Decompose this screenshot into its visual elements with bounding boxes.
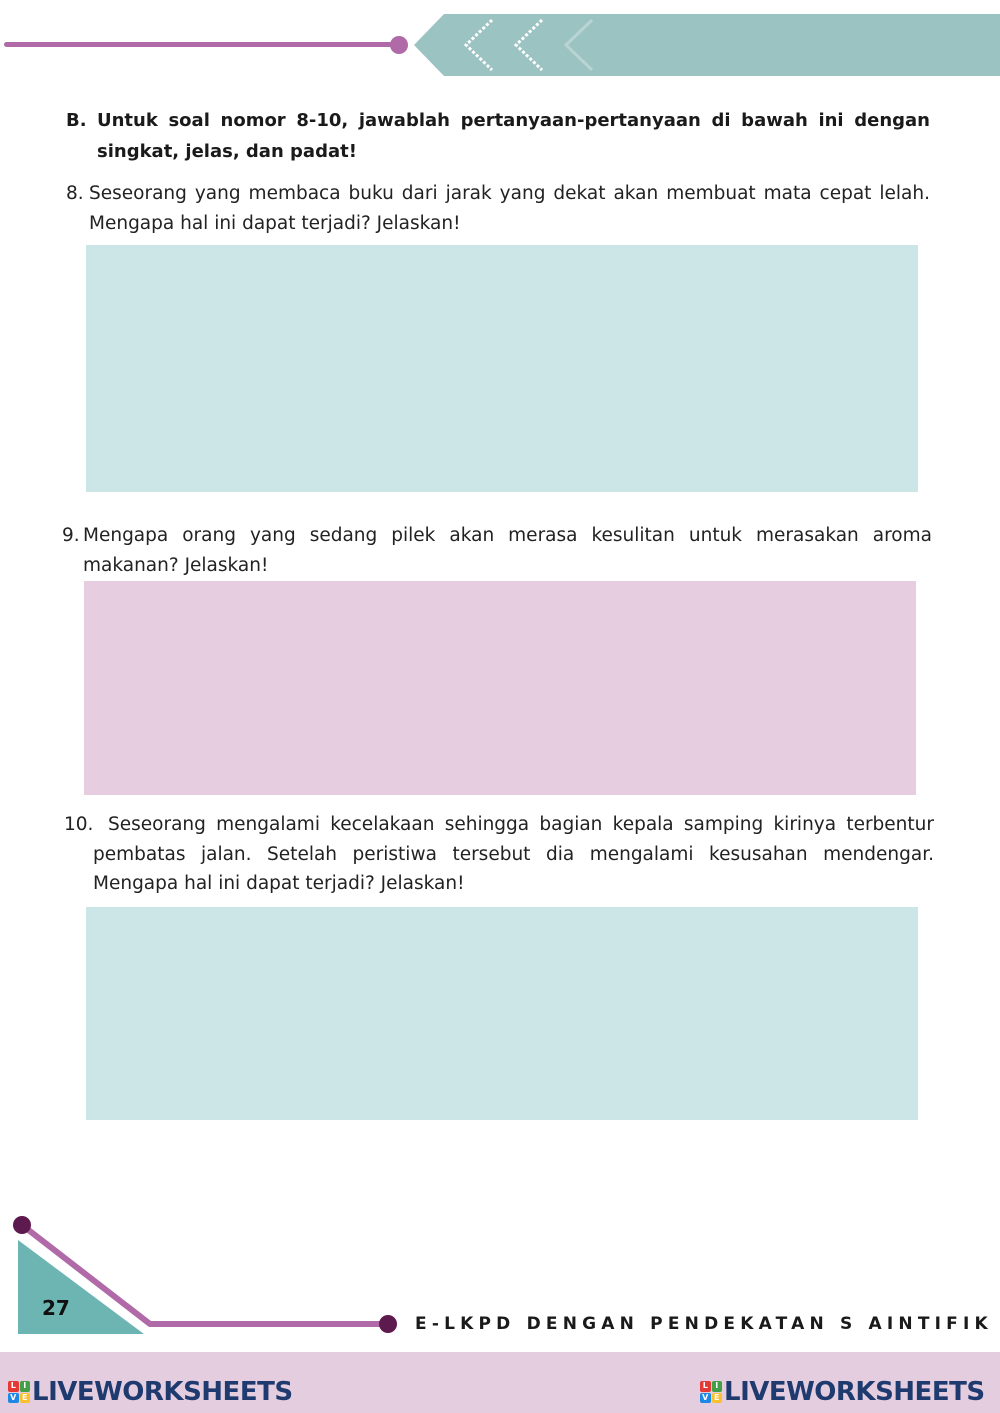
header-divider-line — [4, 42, 400, 47]
answer-box-9[interactable] — [84, 581, 916, 795]
question-9 — [62, 521, 932, 580]
section-label: B. — [66, 110, 87, 131]
question-10 — [64, 810, 934, 899]
brand-left[interactable] — [8, 1376, 293, 1408]
liveworksheets-logo-icon: L I V E — [8, 1381, 30, 1403]
answer-box-8[interactable] — [86, 245, 918, 492]
brand-text: LIVEWORKSHEETS — [724, 1377, 985, 1407]
header-chevron-band — [414, 14, 1000, 76]
question-text: Seseorang yang membaca buku dari jarak yang dekat akan membuat mata cepat lelah. Mengapa hal ini dapat terjadi? Jelaskan! — [89, 183, 930, 234]
section-instruction-text: Untuk soal nomor 8-10, jawablah pertanyaan-pertanyaan di bawah ini dengan singkat, jelas, dan padat! — [97, 110, 930, 162]
question-8 — [66, 179, 930, 238]
header-divider-dot — [390, 36, 408, 54]
footer-title: E-LKPD DENGAN PENDEKATAN S AINTIFIK — [415, 1314, 993, 1334]
question-number: 9. — [62, 525, 80, 546]
brand-right[interactable] — [700, 1376, 985, 1408]
question-number: 8. — [66, 183, 84, 204]
question-number: 10. — [64, 814, 94, 835]
brand-text: LIVEWORKSHEETS — [32, 1377, 293, 1407]
liveworksheets-logo-icon: L I V E — [700, 1381, 722, 1403]
section-b-instruction — [66, 105, 930, 167]
question-text: Seseorang mengalami kecelakaan sehingga bagian kepala samping kirinya terbentur pembatas jalan. Setelah peristiwa tersebut dia mengalami kesusahan mendengar. Mengapa hal ini dapat terjadi? Jelaskan! — [93, 814, 934, 894]
answer-box-10[interactable] — [86, 907, 918, 1120]
page-number: 27 — [42, 1296, 70, 1320]
question-text: Mengapa orang yang sedang pilek akan merasa kesulitan untuk merasakan aroma makanan? Jelaskan! — [83, 525, 932, 576]
